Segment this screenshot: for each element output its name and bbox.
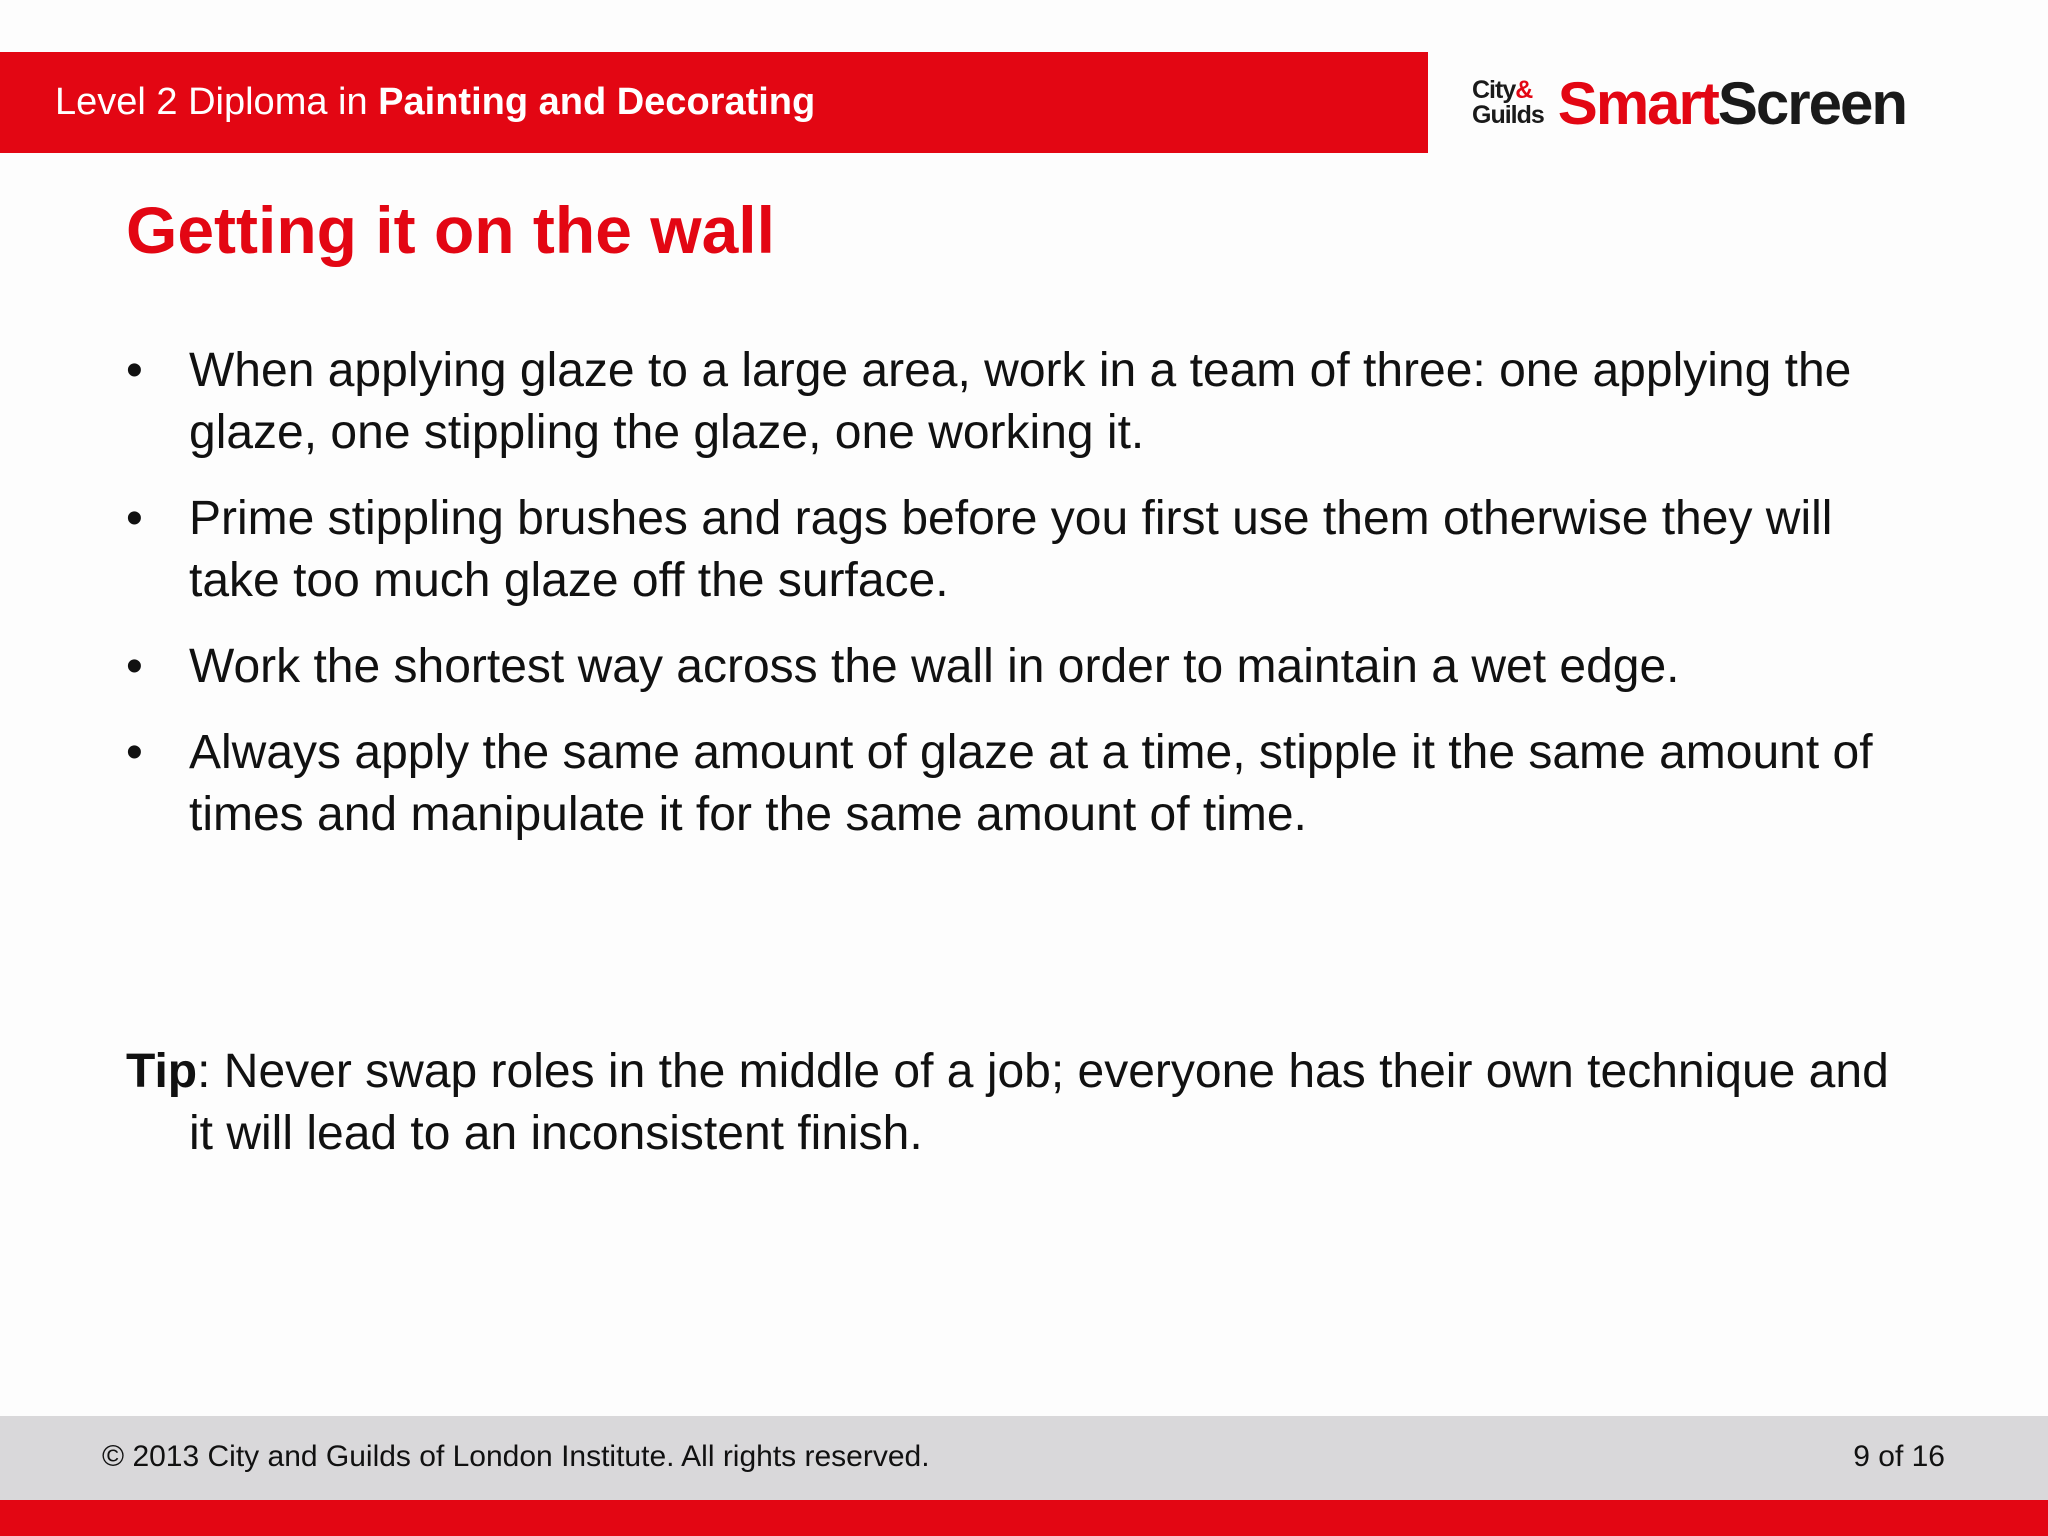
city-guilds-logo-mark [1472, 78, 1544, 128]
bullet-text: Prime stippling brushes and rags before you first use them otherwise they will take too much glaze off the surface. [189, 492, 1833, 607]
bullet-item [126, 488, 1906, 612]
logo-guilds-text: Guilds [1472, 101, 1544, 129]
bullet-list [126, 340, 1906, 870]
brand-screen-text: Screen [1717, 69, 1907, 137]
logo-city-text: City [1472, 76, 1516, 104]
tip-text: : Never swap roles in the middle of a job; everyone has their own technique and it will lead to an inconsistent finish. [189, 1045, 1889, 1160]
bullet-item [126, 340, 1906, 464]
bullet-text: Always apply the same amount of glaze at a time, stipple it the same amount of times and manipulate it for the same amount of time. [189, 726, 1873, 841]
bullet-item [126, 636, 1906, 698]
course-title [55, 81, 815, 124]
tip-paragraph [126, 1041, 1889, 1165]
page-indicator: 9 of 16 [1853, 1440, 1945, 1473]
bullet-marker: • [126, 344, 143, 397]
course-title-prefix: Level 2 Diploma in [55, 81, 379, 123]
course-title-subject: Painting and Decorating [378, 81, 816, 123]
smartscreen-wordmark [1558, 69, 1906, 138]
bullet-text: Work the shortest way across the wall in order to maintain a wet edge. [189, 640, 1680, 693]
city-guilds-smartscreen-logo [1472, 69, 1907, 137]
bullet-marker: • [126, 492, 143, 545]
copyright-notice: © 2013 City and Guilds of London Institute. All rights reserved. [102, 1440, 930, 1473]
brand-smart-text: Smart [1557, 69, 1718, 137]
bullet-text: When applying glaze to a large area, work in a team of three: one applying the glaze, one stippling the glaze, one working it. [189, 344, 1852, 459]
bullet-marker: • [126, 726, 143, 779]
bullet-marker: • [126, 640, 143, 693]
slide-title: Getting it on the wall [126, 193, 775, 267]
tip-label: Tip [126, 1045, 198, 1098]
bottom-accent-bar [0, 1500, 2048, 1536]
logo-amp-text: & [1515, 76, 1533, 104]
footer-bar [0, 1416, 2048, 1500]
header-bar [0, 52, 1428, 153]
bullet-item [126, 722, 1906, 846]
